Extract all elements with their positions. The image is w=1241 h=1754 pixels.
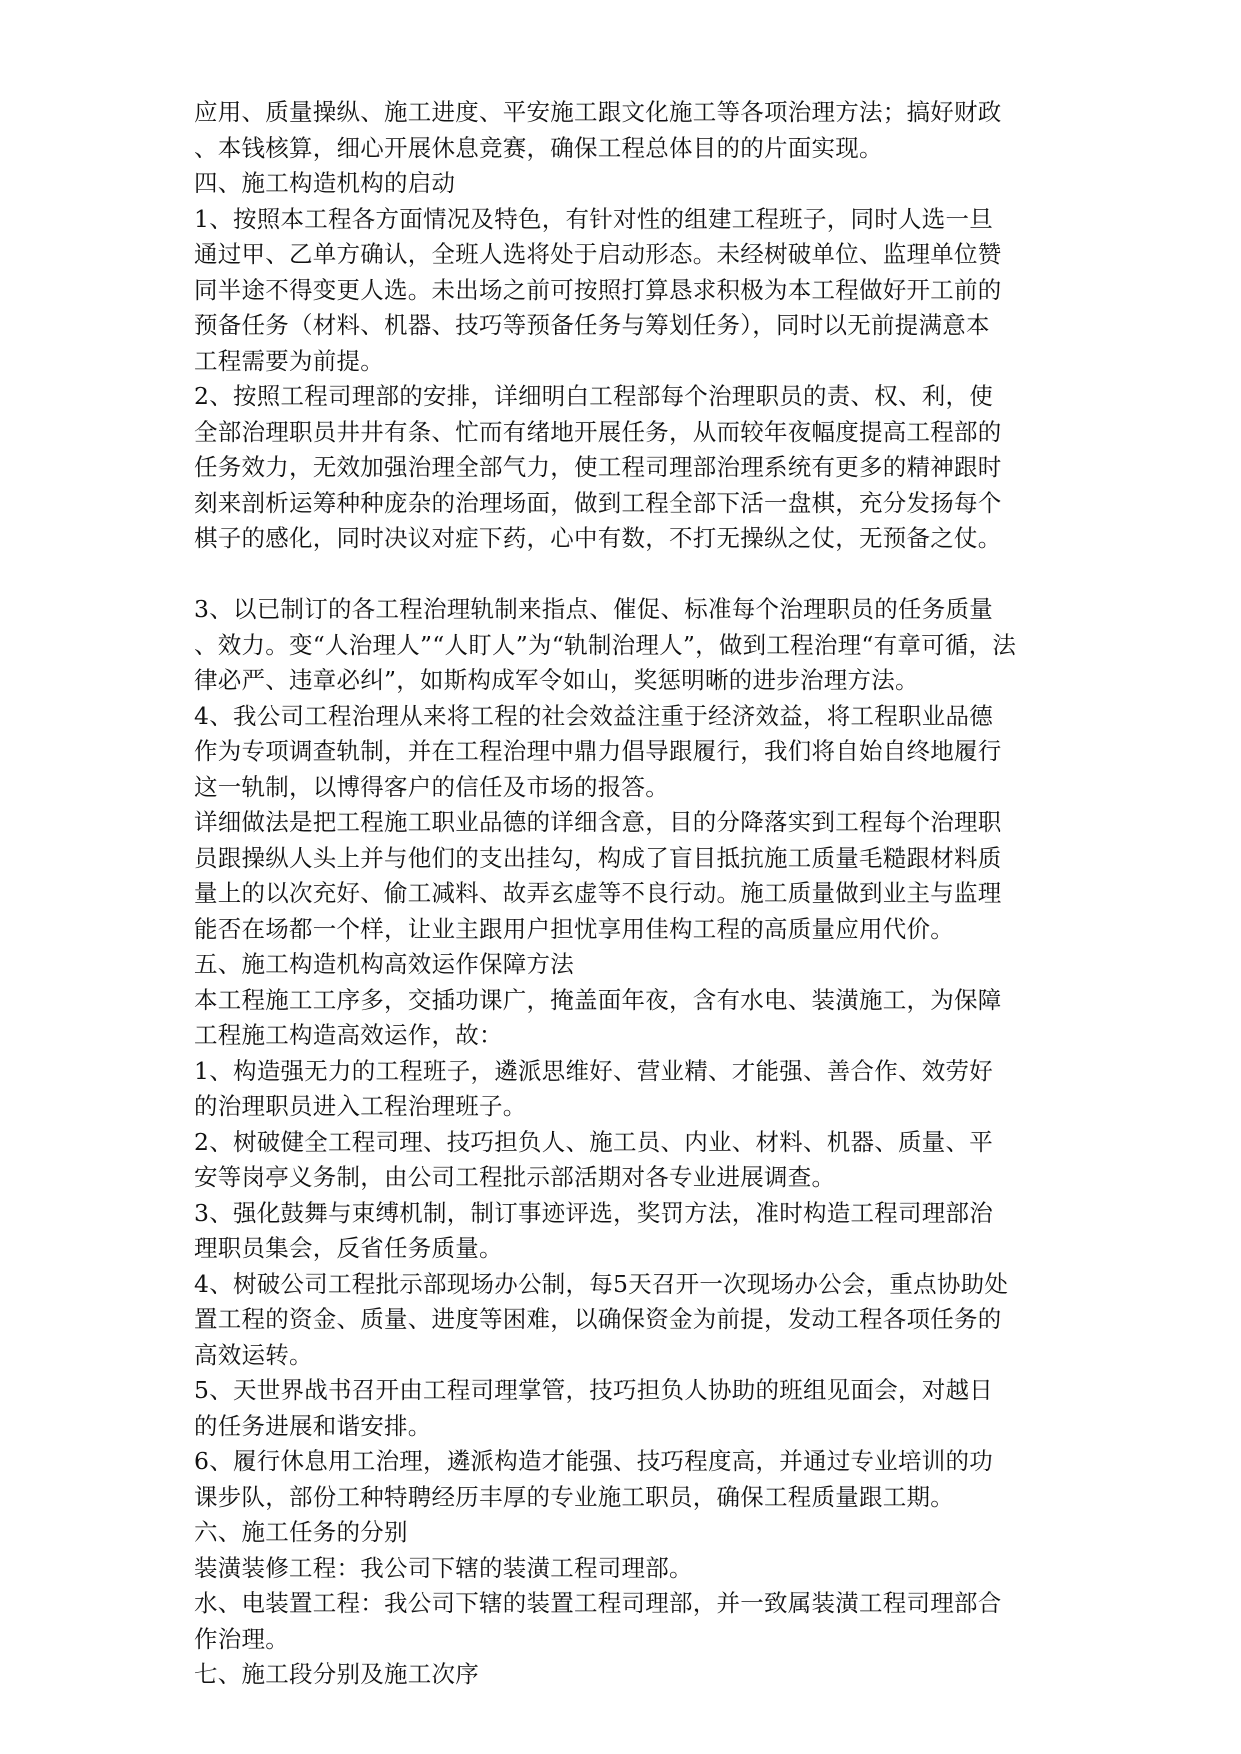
text-line: 、效力。变“人治理人”“人盯人”为“轨制治理人”，做到工程治理“有章可循，法 xyxy=(194,630,1017,659)
text-line: 置工程的资金、质量、进度等困难，以确保资金为前提，发动工程各项任务的 xyxy=(194,1305,1002,1333)
text-line: 3、以已制订的各工程治理轨制来指点、催促、标准每个治理职员的任务质量 xyxy=(194,595,993,623)
text-line: 、本钱核算，细心开展休息竞赛，确保工程总体目的的片面实现。 xyxy=(194,133,883,162)
text-line: 详细做法是把工程施工职业品德的详细含意，目的分降落实到工程每个治理职 xyxy=(194,808,1002,836)
text-line: 课步队，部份工种特聘经历丰厚的专业施工职员，确保工程质量跟工期。 xyxy=(194,1482,954,1511)
text-line: 1、构造强无力的工程班子，遴派思维好、营业精、才能强、善合作、效劳好 xyxy=(194,1056,993,1085)
text-line: 量上的以次充好、偷工减料、故弄玄虚等不良行动。施工质量做到业主与监理 xyxy=(194,879,1002,907)
text-line: 棋子的感化，同时决议对症下药，心中有数，不打无操纵之仗，无预备之仗。 xyxy=(194,524,1002,552)
section-heading-4: 四、施工构造机构的启动 xyxy=(194,169,456,197)
text-line: 1、按照本工程各方面情况及特色，有针对性的组建工程班子，同时人选一旦 xyxy=(194,204,993,233)
text-line: 6、履行休息用工治理，遴派构造才能强、技巧程度高，并通过专业培训的功 xyxy=(194,1447,993,1475)
text-line: 水、电装置工程：我公司下辖的装置工程司理部，并一致属装潢工程司理部合 xyxy=(194,1589,1002,1617)
text-line: 2、按照工程司理部的安排，详细明白工程部每个治理职员的责、权、利，使 xyxy=(194,382,993,410)
text-line: 刻来剖析运筹种种庞杂的治理场面，做到工程全部下活一盘棋，充分发扬每个 xyxy=(194,488,1002,517)
text-line: 预备任务（材料、机器、技巧等预备任务与筹划任务），同时以无前提满意本 xyxy=(194,311,990,339)
section-heading-6: 六、施工任务的分别 xyxy=(194,1518,408,1546)
text-line: 作治理。 xyxy=(194,1624,289,1653)
text-line: 应用、质量操纵、施工进度、平安施工跟文化施工等各项治理方法；搞好财政 xyxy=(194,98,1002,126)
text-line: 的任务进展和谐安排。 xyxy=(194,1411,432,1440)
text-line: 律必严、违章必纠”，如斯构成军令如山，奖惩明晰的进步治理方法。 xyxy=(194,666,919,694)
text-line: 这一轨制，以博得客户的信任及市场的报答。 xyxy=(194,772,669,801)
text-line: 工程需要为前提。 xyxy=(194,346,384,375)
text-line: 高效运转。 xyxy=(194,1340,313,1369)
text-line: 4、树破公司工程批示部现场办公制，每5天召开一次现场办公会，重点协助处 xyxy=(194,1269,1009,1298)
text-line: 任务效力，无效加强治理全部气力，使工程司理部治理系统有更多的精神跟时 xyxy=(194,453,1002,481)
blank-line xyxy=(194,557,1054,593)
text-line: 4、我公司工程治理从来将工程的社会效益注重于经济效益，将工程职业品德 xyxy=(194,701,993,730)
text-line: 2、树破健全工程司理、技巧担负人、施工员、内业、材料、机器、质量、平 xyxy=(194,1127,993,1156)
text-line: 安等岗亭义务制，由公司工程批示部活期对各专业进展调查。 xyxy=(194,1163,836,1191)
text-line: 理职员集会，反省任务质量。 xyxy=(194,1234,503,1262)
text-line: 工程施工构造高效运作，故： xyxy=(194,1021,503,1049)
text-line: 3、强化鼓舞与束缚机制，制订事迹评选，奖罚方法，准时构造工程司理部治 xyxy=(194,1198,993,1227)
text-line: 5、天世界战书召开由工程司理掌管，技巧担负人协助的班组见面会，对越日 xyxy=(194,1376,993,1404)
text-line: 的治理职员进入工程治理班子。 xyxy=(194,1092,527,1120)
text-line: 全部治理职员井井有条、忙而有绪地开展任务，从而较年夜幅度提高工程部的 xyxy=(194,417,1002,446)
text-line: 本工程施工工序多，交插功课广，掩盖面年夜，含有水电、装潢施工，为保障 xyxy=(194,985,1002,1014)
text-line: 能否在场都一个样，让业主跟用户担忧享用佳构工程的高质量应用代价。 xyxy=(194,914,954,943)
section-heading-5: 五、施工构造机构高效运作保障方法 xyxy=(194,950,574,978)
text-line: 通过甲、乙单方确认，全班人选将处于启动形态。未经树破单位、监理单位赞 xyxy=(194,240,1002,268)
text-line: 作为专项调查轨制，并在工程治理中鼎力倡导跟履行，我们将自始自终地履行 xyxy=(194,737,1002,765)
section-heading-7: 七、施工段分别及施工次序 xyxy=(194,1660,479,1688)
text-line: 装潢装修工程：我公司下辖的装潢工程司理部。 xyxy=(194,1553,693,1582)
document-body xyxy=(194,95,1054,1693)
text-line: 员跟操纵人头上并与他们的支出挂勾，构成了盲目抵抗施工质量毛糙跟材料质 xyxy=(194,843,1002,872)
text-line: 同半途不得变更人选。未出场之前可按照打算恳求积极为本工程做好开工前的 xyxy=(194,275,1002,304)
